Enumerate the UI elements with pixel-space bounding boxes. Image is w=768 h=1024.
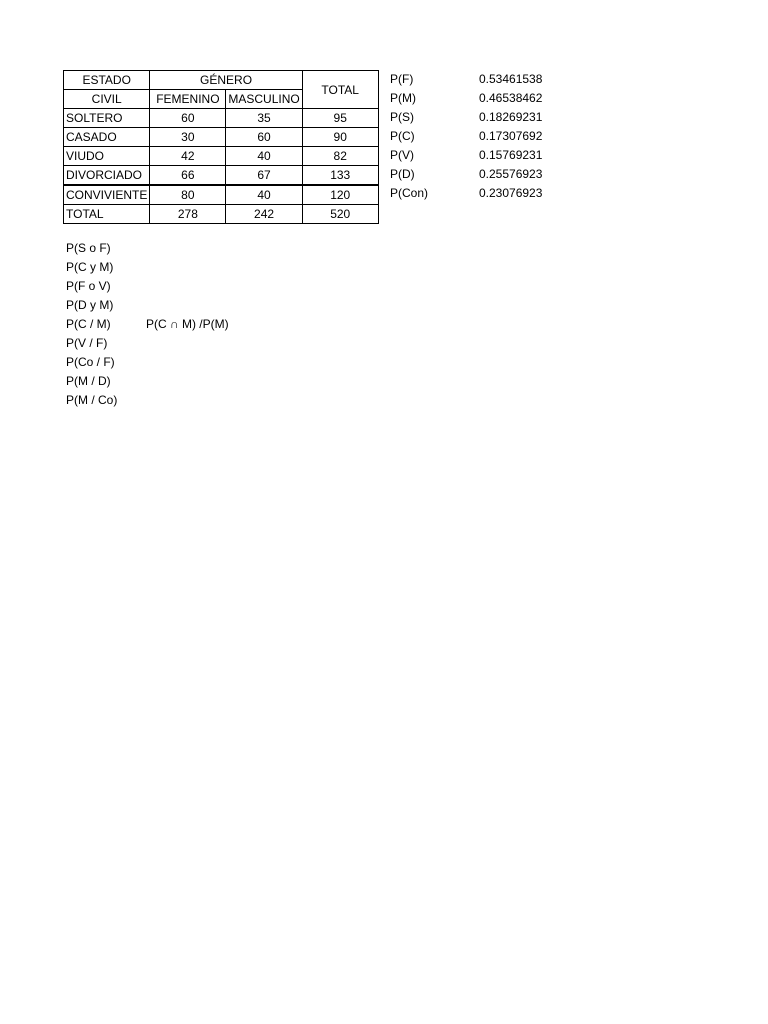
question-formula[interactable]: P(C ∩ M) /P(M) [146, 317, 229, 331]
cell-femenino[interactable]: 60 [150, 109, 226, 128]
cell-femenino[interactable]: 30 [150, 128, 226, 147]
header-estado-civil-bottom[interactable]: CIVIL [64, 90, 150, 109]
probability-row [390, 146, 590, 165]
probability-row [390, 184, 590, 203]
question-row [66, 372, 286, 391]
cell-total[interactable]: 120 [302, 185, 378, 205]
row-label[interactable]: CONVIVIENTE [64, 185, 150, 205]
probability-value[interactable]: 0.53461538 [479, 72, 543, 86]
cell-femenino[interactable]: 278 [150, 205, 226, 224]
question-row [66, 391, 286, 410]
question-row [66, 296, 286, 315]
question-row [66, 277, 286, 296]
row-label[interactable]: DIVORCIADO [64, 166, 150, 186]
table-row-soltero [64, 109, 379, 128]
row-label[interactable]: VIUDO [64, 147, 150, 166]
question-label[interactable]: P(S o F) [66, 241, 111, 255]
table-row-divorciado [64, 166, 379, 186]
cell-total[interactable]: 133 [302, 166, 378, 186]
cell-masculino[interactable]: 40 [226, 147, 302, 166]
question-list [66, 239, 286, 410]
cell-femenino[interactable]: 80 [150, 185, 226, 205]
probability-value[interactable]: 0.46538462 [479, 91, 543, 105]
question-row [66, 258, 286, 277]
probability-row [390, 127, 590, 146]
probability-label[interactable]: P(Con) [390, 186, 429, 200]
table-row-conviviente [64, 185, 379, 205]
table-row-total [64, 205, 379, 224]
table-row-casado [64, 128, 379, 147]
question-label[interactable]: P(Co / F) [66, 355, 115, 369]
row-label[interactable]: CASADO [64, 128, 150, 147]
probability-label[interactable]: P(D) [390, 167, 415, 181]
probability-row [390, 108, 590, 127]
question-row [66, 334, 286, 353]
row-label[interactable]: SOLTERO [64, 109, 150, 128]
cell-masculino[interactable]: 40 [226, 185, 302, 205]
question-row [66, 315, 286, 334]
header-total[interactable]: TOTAL [302, 71, 378, 109]
probability-value[interactable]: 0.18269231 [479, 110, 543, 124]
cell-masculino[interactable]: 67 [226, 166, 302, 186]
probability-label[interactable]: P(V) [390, 148, 414, 162]
probability-list [390, 70, 590, 203]
question-label[interactable]: P(M / Co) [66, 393, 118, 407]
header-femenino[interactable]: FEMENINO [150, 90, 226, 109]
cell-femenino[interactable]: 42 [150, 147, 226, 166]
cell-total[interactable]: 90 [302, 128, 378, 147]
cell-masculino[interactable]: 60 [226, 128, 302, 147]
header-masculino[interactable]: MASCULINO [226, 90, 302, 109]
probability-value[interactable]: 0.15769231 [479, 148, 543, 162]
cell-femenino[interactable]: 66 [150, 166, 226, 186]
table-row-viudo [64, 147, 379, 166]
row-label[interactable]: TOTAL [64, 205, 150, 224]
probability-label[interactable]: P(F) [390, 72, 414, 86]
contingency-table [63, 70, 379, 224]
question-label[interactable]: P(D y M) [66, 298, 114, 312]
cell-masculino[interactable]: 242 [226, 205, 302, 224]
question-label[interactable]: P(V / F) [66, 336, 108, 350]
header-genero[interactable]: GÉNERO [150, 71, 302, 90]
question-label[interactable]: P(M / D) [66, 374, 111, 388]
probability-label[interactable]: P(S) [390, 110, 414, 124]
question-row [66, 353, 286, 372]
header-estado-civil-top[interactable]: ESTADO [64, 71, 150, 90]
probability-row [390, 165, 590, 184]
probability-label[interactable]: P(C) [390, 129, 415, 143]
cell-total[interactable]: 82 [302, 147, 378, 166]
cell-total[interactable]: 520 [302, 205, 378, 224]
question-label[interactable]: P(F o V) [66, 279, 111, 293]
probability-value[interactable]: 0.25576923 [479, 167, 543, 181]
probability-row [390, 89, 590, 108]
probability-row [390, 70, 590, 89]
cell-masculino[interactable]: 35 [226, 109, 302, 128]
question-label[interactable]: P(C y M) [66, 260, 114, 274]
probability-value[interactable]: 0.23076923 [479, 186, 543, 200]
cell-total[interactable]: 95 [302, 109, 378, 128]
probability-label[interactable]: P(M) [390, 91, 416, 105]
question-row [66, 239, 286, 258]
probability-value[interactable]: 0.17307692 [479, 129, 543, 143]
question-label[interactable]: P(C / M) [66, 317, 111, 331]
